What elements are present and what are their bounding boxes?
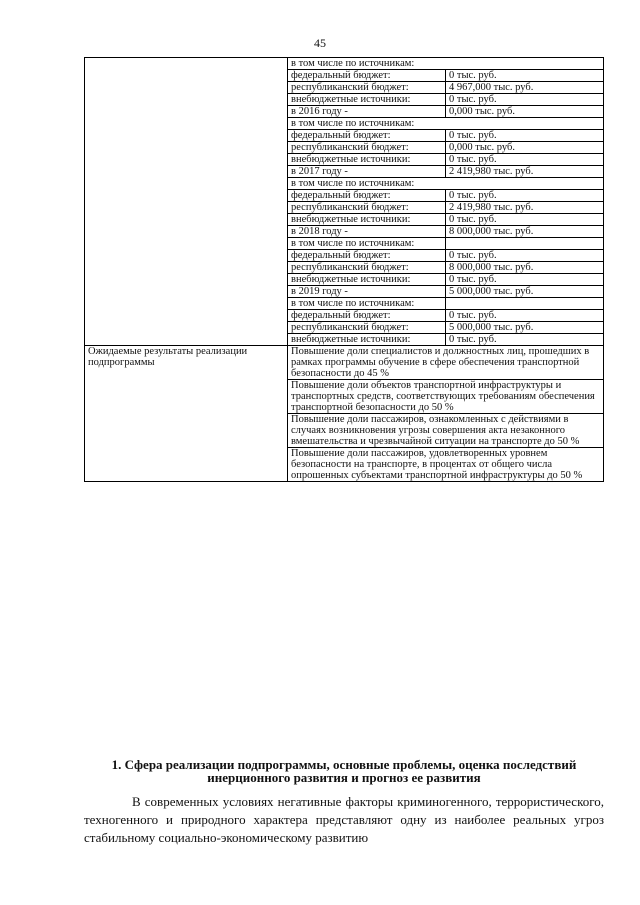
sources-heading: в том числе по источникам: bbox=[288, 58, 604, 70]
funding-value: 0 тыс. руб. bbox=[446, 214, 604, 226]
funding-label: республиканский бюджет: bbox=[288, 202, 446, 214]
funding-value: 0 тыс. руб. bbox=[446, 310, 604, 322]
funding-left-cell bbox=[85, 58, 288, 346]
funding-label: республиканский бюджет: bbox=[288, 322, 446, 334]
funding-label: республиканский бюджет: bbox=[288, 142, 446, 154]
funding-label: в том числе по источникам: bbox=[288, 298, 446, 310]
page-number: 45 bbox=[314, 36, 326, 50]
funding-label: внебюджетные источники: bbox=[288, 154, 446, 166]
funding-label: в том числе по источникам: bbox=[288, 238, 446, 250]
funding-label: в 2016 году - bbox=[288, 106, 446, 118]
paragraph-text: В современных условиях негативные факторы криминогенного, террористического, техногенного и природного характера представляют одну из наиболее реальных угроз стабильному социально-экономическому развитию bbox=[84, 794, 604, 845]
funding-label: федеральный бюджет: bbox=[288, 250, 446, 262]
funding-value: 5 000,000 тыс. руб. bbox=[446, 322, 604, 334]
funding-label: федеральный бюджет: bbox=[288, 130, 446, 142]
funding-value: 8 000,000 тыс. руб. bbox=[446, 226, 604, 238]
funding-value: 0 тыс. руб. bbox=[446, 274, 604, 286]
funding-value: 0 тыс. руб. bbox=[446, 190, 604, 202]
funding-label: в 2019 году - bbox=[288, 286, 446, 298]
funding-value: 0 тыс. руб. bbox=[446, 154, 604, 166]
funding-label: внебюджетные источники: bbox=[288, 94, 446, 106]
funding-value: 4 967,000 тыс. руб. bbox=[446, 82, 604, 94]
funding-value: 2 419,980 тыс. руб. bbox=[446, 202, 604, 214]
funding-label: федеральный бюджет: bbox=[288, 190, 446, 202]
funding-label: внебюджетные источники: bbox=[288, 274, 446, 286]
body-paragraph bbox=[84, 793, 604, 847]
result-row bbox=[85, 346, 604, 380]
funding-value: 0 тыс. руб. bbox=[446, 94, 604, 106]
funding-value: 2 419,980 тыс. руб. bbox=[446, 166, 604, 178]
funding-label: республиканский бюджет: bbox=[288, 82, 446, 94]
sources-heading: в том числе по источникам: bbox=[288, 178, 604, 190]
sources-heading: в том числе по источникам: bbox=[288, 118, 604, 130]
funding-row bbox=[85, 58, 604, 70]
funding-value: 0 тыс. руб. bbox=[446, 130, 604, 142]
results-label: Ожидаемые результаты реализации подпрограммы bbox=[85, 346, 288, 482]
funding-value: 0 тыс. руб. bbox=[446, 70, 604, 82]
passport-table bbox=[84, 57, 604, 482]
funding-label: в 2018 году - bbox=[288, 226, 446, 238]
result-item: Повышение доли пассажиров, ознакомленных с действиями в случаях возникновения угрозы совершения акта незаконного вмешательства и чрезвычайной ситуации на транспорте до 50 % bbox=[288, 414, 604, 448]
funding-value bbox=[446, 298, 604, 310]
funding-label: федеральный бюджет: bbox=[288, 70, 446, 82]
funding-label: внебюджетные источники: bbox=[288, 214, 446, 226]
funding-value: 0,000 тыс. руб. bbox=[446, 142, 604, 154]
result-item: Повышение доли специалистов и должностных лиц, прошедших в рамках программы обучение в сфере обеспечения транспортной безопасности до 45 % bbox=[288, 346, 604, 380]
funding-value: 0 тыс. руб. bbox=[446, 250, 604, 262]
funding-value: 0,000 тыс. руб. bbox=[446, 106, 604, 118]
funding-value: 8 000,000 тыс. руб. bbox=[446, 262, 604, 274]
funding-value bbox=[446, 238, 604, 250]
section-title: 1. Сфера реализации подпрограммы, основные проблемы, оценка последствий инерционного развития и прогноз ее развития bbox=[111, 757, 577, 785]
funding-label: федеральный бюджет: bbox=[288, 310, 446, 322]
funding-value: 5 000,000 тыс. руб. bbox=[446, 286, 604, 298]
funding-label: внебюджетные источники: bbox=[288, 334, 446, 346]
funding-label: в 2017 году - bbox=[288, 166, 446, 178]
funding-value: 0 тыс. руб. bbox=[446, 334, 604, 346]
funding-label: республиканский бюджет: bbox=[288, 262, 446, 274]
result-item: Повышение доли пассажиров, удовлетворенных уровнем безопасности на транспорте, в процентах от общего числа опрошенных субъектами транспортной инфраструктуры до 50 % bbox=[288, 448, 604, 482]
result-item: Повышение доли объектов транспортной инфраструктуры и транспортных средств, соответствующих требованиям обеспечения транспортной безопасности до 50 % bbox=[288, 380, 604, 414]
